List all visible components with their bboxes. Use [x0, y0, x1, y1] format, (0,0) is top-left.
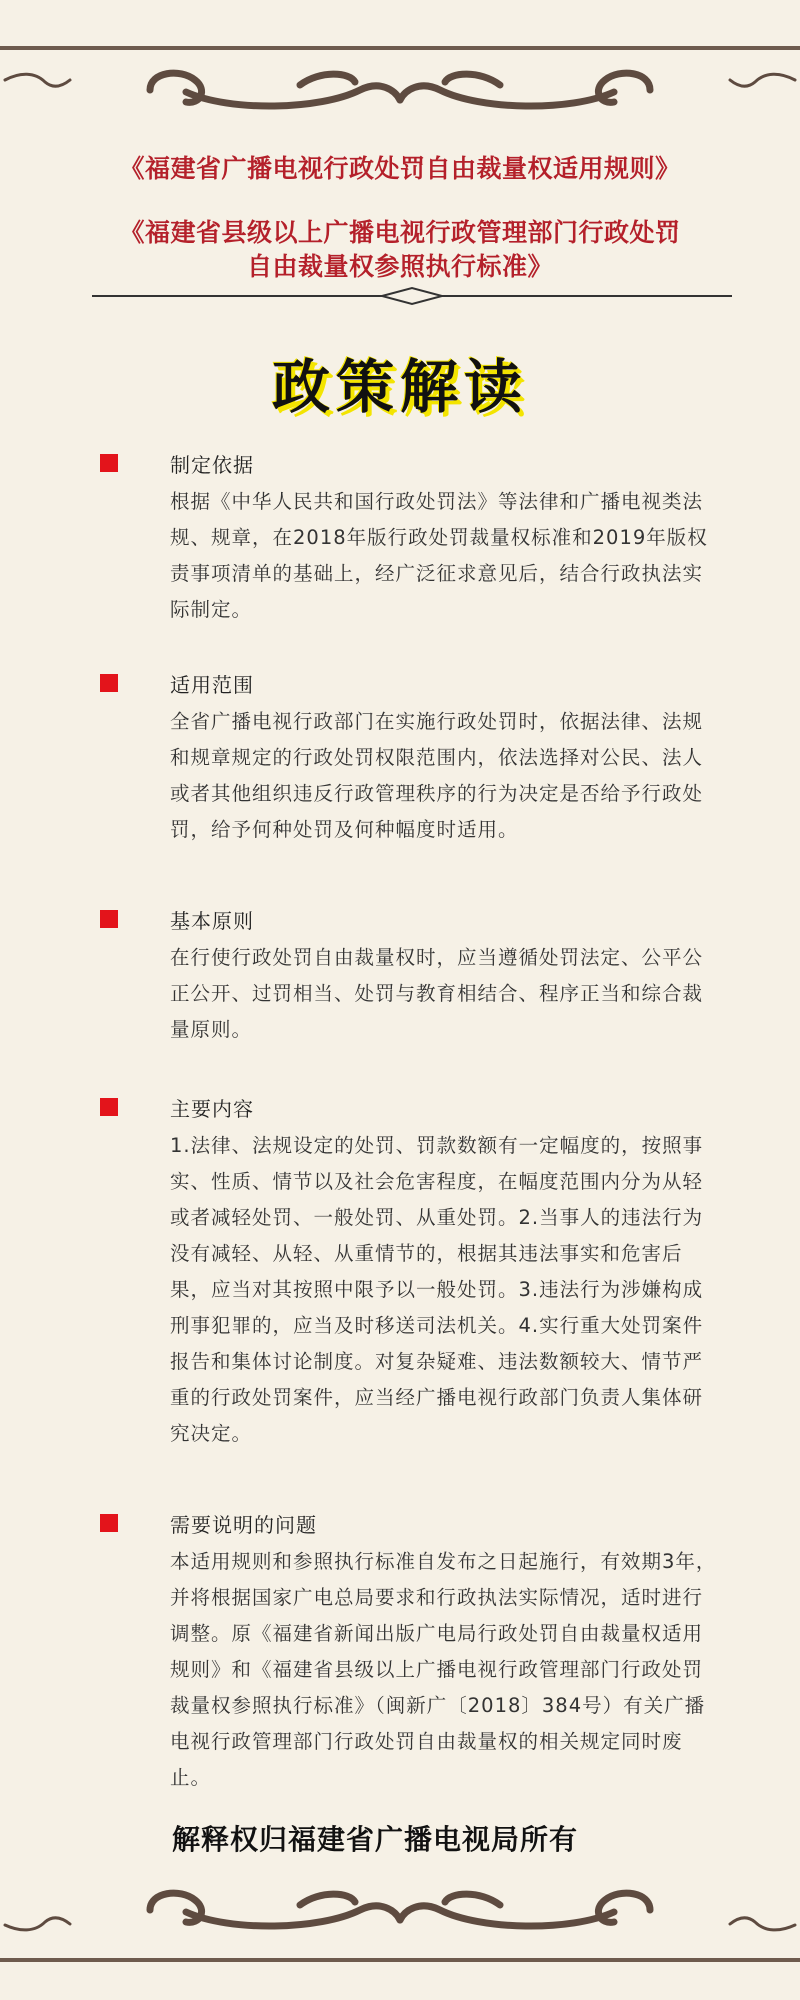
red-square-bullet-icon	[100, 910, 118, 928]
bottom-scroll-ornament-icon	[0, 1870, 800, 1960]
section-body: 1.法律、法规设定的处罚、罚款数额有一定幅度的，按照事实、性质、情节以及社会危害程度，在幅度范围内分为从轻或者减轻处罚、一般处罚、从重处罚。2.当事人的违法行为没有减轻、从轻、从重情节的，根据其违法事实和危害后果，应当对其按照中限予以一般处罚。3.违法行为涉嫌构成刑事犯罪的，应当及时移送司法机关。4.实行重大处罚案件报告和集体讨论制度。对复杂疑难、违法数额较大、情节严重的行政处罚案件，应当经广播电视行政部门负责人集体研究决定。	[170, 1134, 704, 1445]
title-line-1: 《福建省广播电视行政处罚自由裁量权适用规则》	[119, 154, 681, 183]
section-main-content	[130, 1092, 720, 1452]
section-title: 制定依据	[170, 452, 254, 477]
section-notes	[130, 1508, 720, 1796]
section-title: 基本原则	[170, 908, 254, 933]
title-line-2: 《福建省县级以上广播电视行政管理部门行政处罚	[119, 218, 681, 247]
interpretation-rights-note: 解释权归福建省广播电视局所有	[172, 1823, 579, 1856]
section-scope	[130, 668, 720, 848]
section-body: 全省广播电视行政部门在实施行政处罚时，依据法律、法规和规章规定的行政处罚权限范围内，依法选择对公民、法人或者其他组织违反行政管理秩序的行为决定是否给予行政处罚，给予何种处罚及何种幅度时适用。	[170, 710, 704, 841]
red-square-bullet-icon	[100, 1514, 118, 1532]
section-basis	[130, 448, 720, 628]
section-body: 本适用规则和参照执行标准自发布之日起施行，有效期3年，并将根据国家广电总局要求和行政执法实际情况，适时进行调整。原《福建省新闻出版广电局行政处罚自由裁量权适用规则》和《福建省县级以上广播电视行政管理部门行政处罚裁量权参照执行标准》（闽新广〔2018〕384号）有关广播电视行政管理部门行政处罚自由裁量权的相关规定同时废止。	[170, 1550, 717, 1789]
section-principles	[130, 904, 720, 1048]
section-body: 在行使行政处罚自由裁量权时，应当遵循处罚法定、公平公正公开、过罚相当、处罚与教育相结合、程序正当和综合裁量原则。	[170, 946, 704, 1041]
section-body: 根据《中华人民共和国行政处罚法》等法律和广播电视类法规、规章，在2018年版行政处罚裁量权标准和2019年版权责事项清单的基础上，经广泛征求意见后，结合行政执法实际制定。	[170, 490, 708, 621]
top-scroll-ornament-icon	[0, 50, 800, 140]
section-title: 适用范围	[170, 672, 254, 697]
headline: 政策解读	[271, 353, 528, 421]
title-line-3: 自由裁量权参照执行标准》	[246, 252, 553, 281]
title-divider	[92, 286, 732, 306]
red-square-bullet-icon	[100, 1098, 118, 1116]
red-square-bullet-icon	[100, 674, 118, 692]
regulation-titles	[60, 152, 740, 284]
section-title: 主要内容	[170, 1096, 254, 1121]
red-square-bullet-icon	[100, 454, 118, 472]
bottom-border-rule	[0, 1958, 800, 1962]
section-title: 需要说明的问题	[170, 1512, 317, 1537]
